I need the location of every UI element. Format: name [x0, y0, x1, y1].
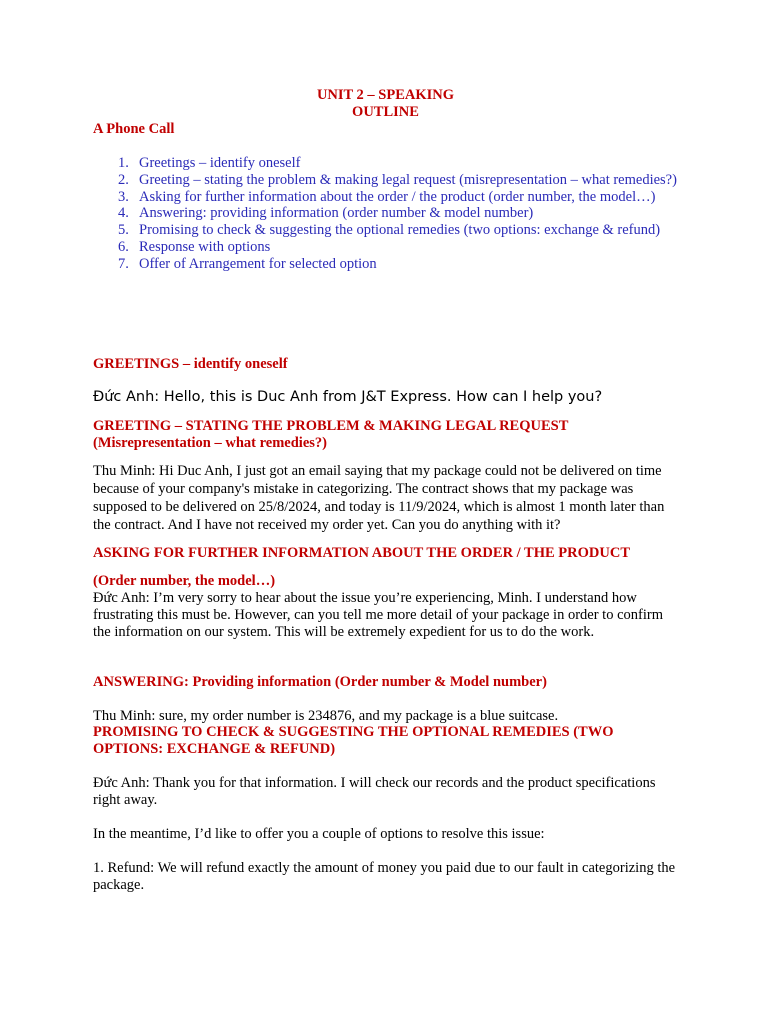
problem-heading: GREETING – STATING THE PROBLEM & MAKING LEGAL REQUEST — [93, 418, 569, 434]
meantime-paragraph: In the meantime, I’d like to offer you a couple of options to resolve this issue: — [93, 826, 545, 842]
problem-subheading: (Misrepresentation – what remedies?) — [93, 435, 327, 451]
list-item: 4. Answering: providing information (order number & model number) — [118, 205, 534, 222]
list-item: 5. Promising to check & suggesting the optional remedies (two options: exchange & refund) — [118, 222, 661, 239]
ask-subheading: (Order number, the model…) — [93, 573, 276, 589]
answer-heading: ANSWERING: Providing information (Order number & Model number) — [93, 674, 547, 690]
list-item: 3. Asking for further information about the order / the product (order number, the model…) — [118, 188, 656, 205]
outline-subtitle: OUTLINE — [352, 104, 419, 120]
list-item: 2. Greeting – stating the problem & making legal request (misrepresentation – what remedies?) — [118, 171, 677, 188]
list-item: 6. Response with options — [118, 238, 271, 255]
problem-paragraph: Thu Minh: Hi Duc Anh, I just got an email saying that my package could not be delivered on time because of your company's mistake in categorizing. The contract shows that my package was supposed to be delivered on 25/8/2024, and today is 11/9/2024, which is almost 1 month later than the contract. And I have not received my order yet. Can you do anything with it? — [93, 463, 665, 533]
unit-title: UNIT 2 – SPEAKING — [316, 87, 455, 103]
ask-paragraph: Đức Anh: I’m very sorry to hear about the issue you’re experiencing, Minh. I understand how frustrating this must be. However, can you tell me more detail of your package in order to confirm the information on our system. This will be extremely expedient for us to do the work. — [93, 590, 663, 640]
answer-paragraph: Thu Minh: sure, my order number is 234876, and my package is a blue suitcase. — [93, 708, 559, 724]
refund-paragraph: 1. Refund: We will refund exactly the amount of money you paid due to our fault in categorizing the package. — [93, 860, 676, 893]
promise-heading: PROMISING TO CHECK & SUGGESTING THE OPTIONAL REMEDIES (TWO OPTIONS: EXCHANGE & REFUND) — [93, 724, 614, 757]
list-item: 1. Greetings – identify oneself — [118, 155, 301, 171]
greetings-line: Đức Anh: Hello, this is Duc Anh from J&T Express. How can I help you? — [93, 389, 603, 405]
ask-heading: ASKING FOR FURTHER INFORMATION ABOUT THE ORDER / THE PRODUCT — [93, 545, 630, 561]
list-item: 7. Offer of Arrangement for selected option — [118, 255, 377, 272]
promise-paragraph: Đức Anh: Thank you for that information. I will check our records and the product specifications right away. — [93, 775, 656, 808]
greetings-heading: GREETINGS – identify oneself — [93, 356, 288, 372]
section-title: A Phone Call — [93, 121, 175, 137]
outline-list — [93, 155, 678, 273]
